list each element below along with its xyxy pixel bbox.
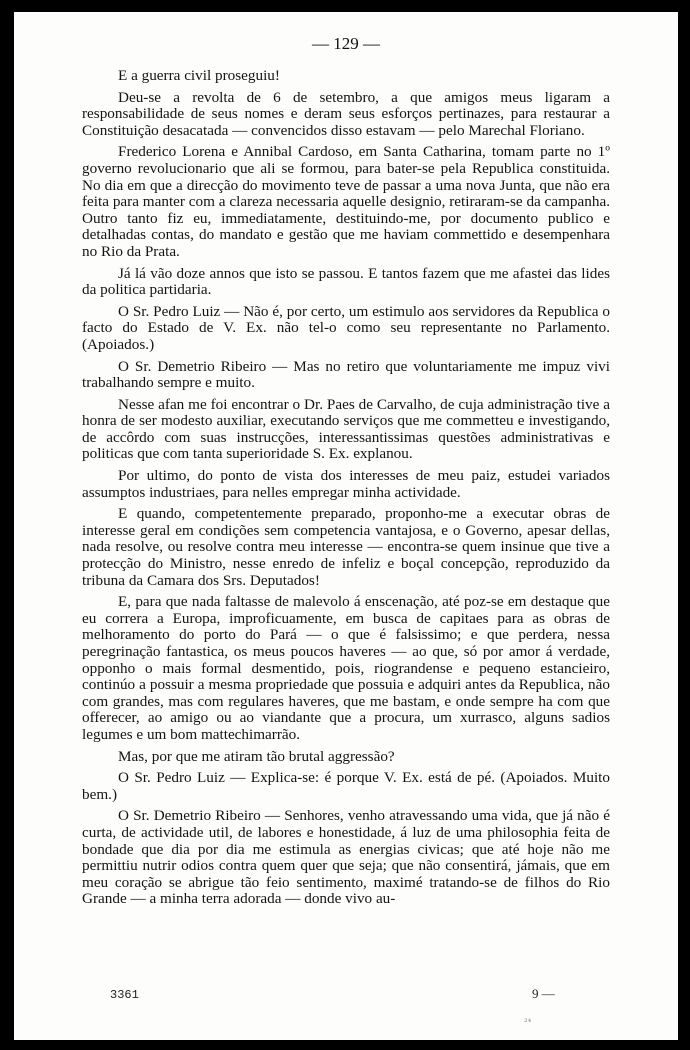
footer-signature-number: 3361 — [110, 988, 139, 1002]
paragraph-8: Por ultimo, do ponto de vista dos interesses de meu paiz, estudei variados assumptos industriaes, para nelles empregar minha actividade. — [82, 467, 610, 501]
document-page — [14, 12, 678, 1040]
paragraph-7: Nesse afan me foi encontrar o Dr. Paes de Carvalho, de cuja administração tive a honra de ser modesto auxiliar, executando serviços que me commetteu e investigando, de accôrdo com suas instrucções, interessantissimas questões administrativas e politicas que com tanta superioridade S. Ex. explanou. — [82, 395, 610, 463]
page-mark: ²⁴ — [524, 1018, 532, 1028]
paragraph-11: Mas, por que me atiram tão brutal aggressão? — [118, 747, 395, 765]
paragraph-4: Já lá vão doze annos que isto se passou. E tantos fazem que me afastei das lides da politica partidaria. — [82, 264, 610, 299]
paragraph-10: E, para que nada faltasse de malevolo á enscenação, até poz-se em destaque que eu correra a Europa, improficuamente, em busca de capitaes para as obras de melhoramento do porto do Pará — o que é falsissimo; e que perdera, nessa peregrinação fantastica, os meus poucos haveres — ao que, só por amor á verdade, opponho o mais formal desmentido, pois, riograndense e pequeno estancieiro, continúo a possuir a mesma propriedade que possuia e adquiri antes da Republica, não com grandes, mas com regulares haveres, que me bastam, e onde sempre ha com que offerecer, ao amigo ou ao viandante que a procura, um xurrasco, alguns sadios legumes e um bom mattechimarrão. — [82, 593, 610, 743]
paragraph-13: O Sr. Demetrio Ribeiro — Senhores, venho atravessando uma vida, que já não é curta, de actividade util, de labores e honestidade, á luz de uma philosophia feita de bondade que dia por dia me estimula as energias civicas; que até hoje não me permittiu nutrir odios contra quem quer que seja; que não consentirá, jámais, que em meu coração se abrigue tão feio sentimento, maximé tratando-se de filhos do Rio Grande — a minha terra adorada — donde vivo au- — [82, 807, 610, 908]
paragraph-1: E a guerra civil proseguiu! — [118, 67, 280, 84]
paragraph-6: O Sr. Demetrio Ribeiro — Mas no retiro que voluntariamente me impuz vivi trabalhando sempre e muito. — [82, 357, 610, 392]
paragraph-5: O Sr. Pedro Luiz — Não é, por certo, um estimulo aos servidores da Republica o facto do Estado de V. Ex. não tel-o como seu representante no Parlamento. (Apoiados.) — [82, 302, 610, 353]
paragraph-2: Deu-se a revolta de 6 de setembro, a que amigos meus ligaram a responsabilidade de seus nomes e deram seus esforços pertinazes, para restaurar a Constituição desacatada — convencidos disso estavam — pelo Marechal Floriano. — [82, 88, 610, 139]
document-body — [82, 68, 610, 913]
footer-sheet-number: 9 — — [532, 986, 555, 1001]
paragraph-3: Frederico Lorena e Annibal Cardoso, em Santa Catharina, tomam parte no 1º governo revolucionario que ali se formou, para bater-se pela Republica constituida. No dia em que a direcção do movimento teve de passar a uma nova Junta, que não era feita para manter com a clareza necessaria aquelle designio, retiraram-se da campanha. Outro tanto fiz eu, immediatamente, destituindo-me, por documento publico e detalhadas contas, do mandato e gestão que me haviam commettido e desempenhara no Rio da Prata. — [82, 143, 610, 260]
page-number: — 129 — — [312, 34, 380, 53]
paragraph-12: O Sr. Pedro Luiz — Explica-se: é porque V. Ex. está de pé. (Apoiados. Muito bem.) — [82, 769, 610, 803]
paragraph-9: E quando, competentemente preparado, proponho-me a executar obras de interesse geral em condições sem competencia vantajosa, e o Governo, apesar dellas, nada resolve, ou resolve contra meu interesse — encontra-se quem insinue que tive a protecção do Ministro, nesse enredo de infeliz e boçal concepção, reproduzido da tribuna da Camara dos Srs. Deputados! — [82, 505, 610, 589]
